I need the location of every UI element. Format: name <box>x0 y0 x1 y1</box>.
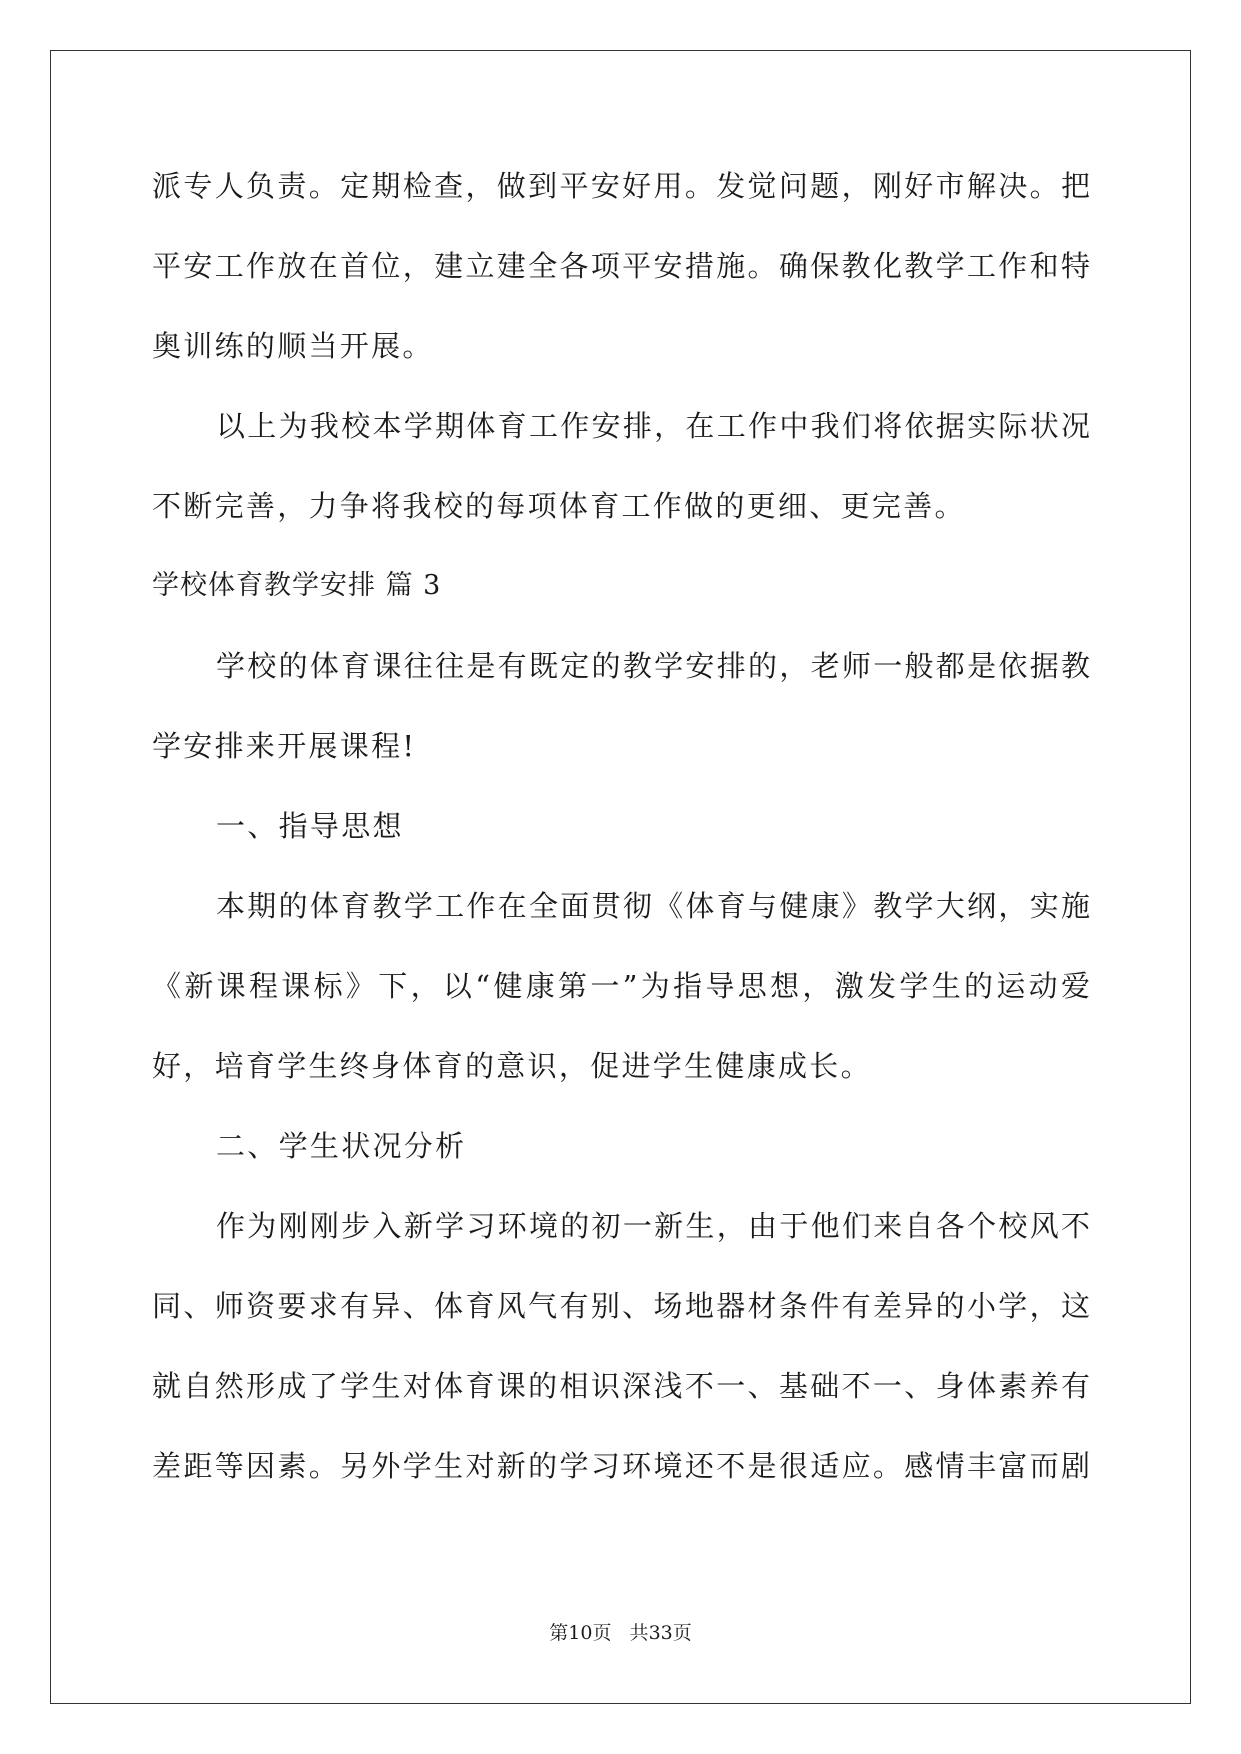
paragraph-line: 同、师资要求有异、体育风气有别、场地器材条件有差异的小学，这 <box>152 1289 1090 1323</box>
paragraph-line: 《新课程课标》下，以“健康第一”为指导思想，激发学生的运动爱 <box>152 969 1090 1003</box>
paragraph-line: 平安工作放在首位，建立建全各项平安措施。确保教化教学工作和特 <box>152 249 1090 283</box>
page-label-suffix: 页 <box>672 1622 692 1644</box>
paragraph-line: 学校的体育课往往是有既定的教学安排的，老师一般都是依据教 <box>216 649 1090 683</box>
paragraph-line: 以上为我校本学期体育工作安排，在工作中我们将依据实际状况 <box>216 409 1090 443</box>
paragraph-line: 作为刚刚步入新学习环境的初一新生，由于他们来自各个校风不 <box>216 1209 1090 1243</box>
paragraph-line: 派专人负责。定期检查，做到平安好用。发觉问题，刚好市解决。把 <box>152 169 1090 203</box>
paragraph-line: 不断完善，力争将我校的每项体育工作做的更细、更完善。 <box>152 489 966 523</box>
paragraph-line: 学安排来开展课程! <box>152 729 417 763</box>
paragraph-line: 差距等因素。另外学生对新的学习环境还不是很适应。感情丰富而剧 <box>152 1449 1090 1483</box>
page-label-prefix: 第 <box>549 1622 569 1644</box>
subsection-heading: 一、指导思想 <box>216 809 404 843</box>
section-heading: 学校体育教学安排 篇 3 <box>152 570 442 601</box>
paragraph-line: 本期的体育教学工作在全面贯彻《体育与健康》教学大纲，实施 <box>216 889 1090 923</box>
subsection-heading: 二、学生状况分析 <box>216 1129 467 1163</box>
paragraph-line: 就自然形成了学生对体育课的相识深浅不一、基础不一、身体素养有 <box>152 1369 1090 1403</box>
total-pages-number: 33 <box>648 1622 673 1644</box>
paragraph-line: 好，培育学生终身体育的意识，促进学生健康成长。 <box>152 1049 872 1083</box>
page-label-mid: 页 共 <box>592 1622 649 1644</box>
current-page-number: 10 <box>568 1622 593 1644</box>
page-footer <box>0 1621 1241 1645</box>
paragraph-line: 奥训练的顺当开展。 <box>152 329 434 363</box>
